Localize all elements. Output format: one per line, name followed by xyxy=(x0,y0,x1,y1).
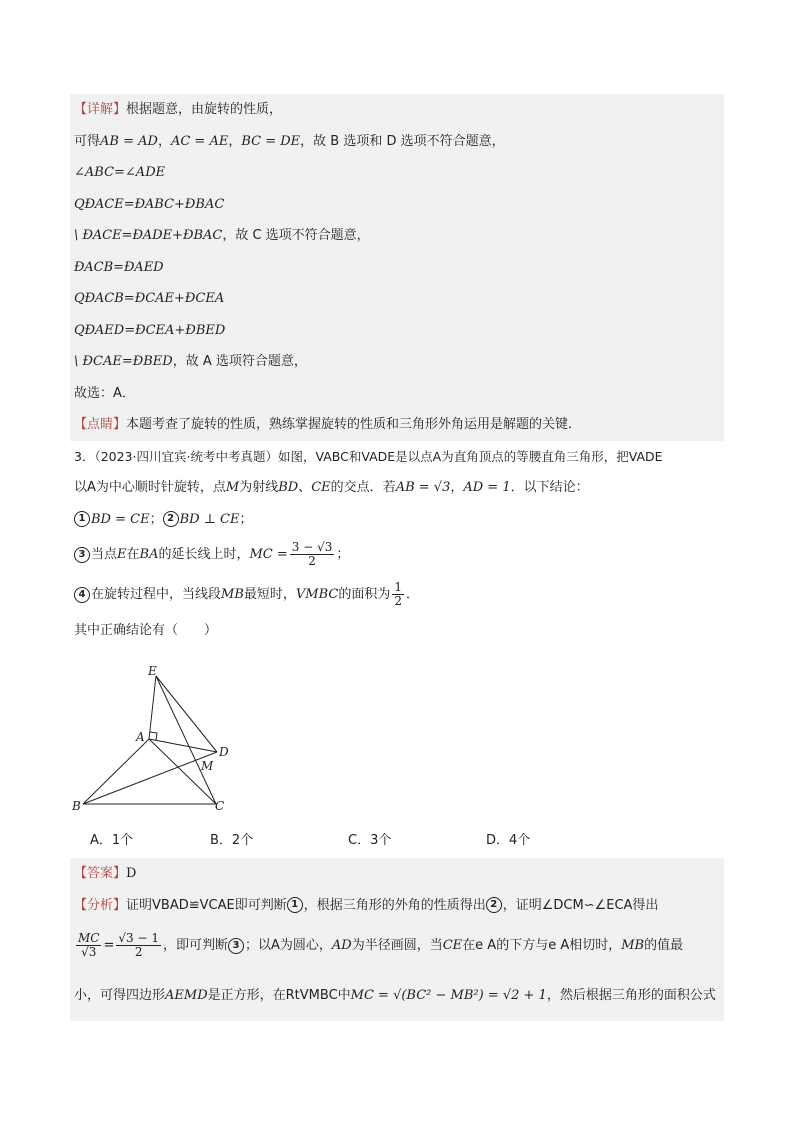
detail-intro: 根据题意，由旋转的性质， xyxy=(126,102,283,117)
a-l2-e: 的值最 xyxy=(644,938,684,953)
a-l3-b: 是正方形，在RtVMBC中 xyxy=(207,988,351,1003)
c3-mc: MC = xyxy=(249,547,288,562)
detail-line-7: QÐACB=ÐCAE+ÐCEA xyxy=(74,291,225,306)
a-l2-d: 在e A的下方与e A相切时， xyxy=(462,938,622,953)
question-line-1: 3．（2023·四川宜宾·统考中考真题）如图，VABC和VADE是以点A为直角顶点的等腰直角三角形，把VADE xyxy=(74,448,663,464)
detail-line-6: ÐACB=ÐAED xyxy=(74,259,164,275)
label-C: C xyxy=(215,799,225,813)
answer-tag: 【答案】 xyxy=(74,866,127,881)
a-eq: = xyxy=(103,938,115,953)
c4-text2: 最短时， xyxy=(243,587,296,602)
a-l3-aemd: AEMD xyxy=(165,988,208,1003)
line9-expr: \ ÐCAE=ÐBED xyxy=(74,354,173,369)
option-d[interactable]: D．4个 xyxy=(486,833,531,848)
a-l2-a: ，即可判断 xyxy=(162,938,228,953)
conclusion-3: 3 当点E在BA的延长线上时，MC = $\frac{3 - √3}{2}$ ； xyxy=(70,535,724,575)
detail-line-9 xyxy=(70,346,724,378)
analysis-line-2 xyxy=(70,921,724,971)
c4-frac-num: 1 xyxy=(394,579,403,594)
comment-tag: 【点睛】 xyxy=(74,417,127,432)
a-l2-b: ；以A为圆心， xyxy=(245,938,332,953)
q2-a: 以A为中心顺时针旋转，点 xyxy=(74,480,226,495)
q2-e: ， xyxy=(450,480,464,495)
answer-value: D xyxy=(126,866,137,881)
answer-analysis-block xyxy=(70,858,724,1021)
circle-4-display: 4 xyxy=(74,587,90,603)
q2-m: M xyxy=(225,480,240,495)
eq-bc-de: BC = DE xyxy=(241,133,301,149)
c3-mid2: 的延长线上时， xyxy=(158,547,250,562)
c3-fraction xyxy=(290,541,335,568)
q2-bd: BD xyxy=(278,480,299,495)
answer-options xyxy=(90,828,690,854)
detail-line-10: 故选：A． xyxy=(74,385,135,401)
analysis-line-1 xyxy=(70,890,724,922)
comment-text: 本题考查了旋转的性质，熟练掌握旋转的性质和三角形外角运用是解题的关键． xyxy=(126,417,582,432)
detail-line-4: QÐACE=ÐABC+ÐBAC xyxy=(74,196,225,212)
option-a[interactable]: A．1个 xyxy=(90,833,134,848)
solution-block xyxy=(70,94,724,647)
label-B: B xyxy=(72,799,81,813)
line2-suffix: ，故 B 选项和 D 选项不符合题意， xyxy=(300,133,505,149)
analysis-tag: 【分析】 xyxy=(74,897,127,913)
c4-fraction xyxy=(392,581,404,608)
answer-line xyxy=(70,858,724,890)
right-angle-mark xyxy=(150,732,157,740)
a-l2-ad: AD xyxy=(331,938,352,953)
a-frac1-num: MC xyxy=(78,930,100,945)
q2-d: 的交点．若 xyxy=(330,480,396,495)
label-M: M xyxy=(201,759,214,773)
line5-suffix: ，故 C 选项不符合题意， xyxy=(222,228,370,243)
a-l3-formula: MC = √(BC² − MB²) = √2 + 1 xyxy=(350,988,547,1003)
conclusion-2: BD ⊥ CE xyxy=(179,511,240,527)
c4-text: 在旋转过程中，当线段 xyxy=(91,587,222,602)
a-frac-1 xyxy=(76,932,101,959)
label-A: A xyxy=(136,730,145,744)
q2-ad: AD = 1 xyxy=(463,480,511,495)
a-l3-c: ，然后根据三角形的面积公式 xyxy=(546,988,716,1003)
q2-c: 、 xyxy=(298,480,312,495)
comment-line xyxy=(70,409,724,441)
solution-detail xyxy=(70,94,724,441)
a-l2-c: 为半径画圆，当 xyxy=(351,938,443,953)
q2-ce: CE xyxy=(311,480,331,495)
label-D: D xyxy=(219,745,229,759)
detail-line-1 xyxy=(70,94,724,126)
option-c[interactable]: C．3个 xyxy=(348,833,392,848)
conclusion-4: 4 在旋转过程中，当线段MB最短时，VMBC的面积为 $\frac{1}{2}$ ． xyxy=(70,575,724,615)
c3-frac-den: 2 xyxy=(308,554,316,568)
seg-AB xyxy=(83,739,149,804)
a-circle-1-display: 1 xyxy=(287,897,303,913)
analysis-l1-b: ，根据三角形的外角的性质得出 xyxy=(303,897,486,913)
line9-suffix: ，故 A 选项符合题意， xyxy=(172,354,307,369)
circle-2-display: 2 xyxy=(163,511,179,527)
circle-1-display: 1 xyxy=(74,511,90,527)
c4-text3: 的面积为 xyxy=(338,587,391,602)
seg-BD xyxy=(83,752,217,804)
detail-line-3: ∠ABC=∠ADE xyxy=(74,165,166,180)
label-E: E xyxy=(148,664,157,678)
c3-prefix: 当点 xyxy=(91,547,118,562)
c3-frac-num: 3 − √3 xyxy=(291,539,333,554)
conclusions-1-2: 1 BD = CE； 2 BD ⊥ CE； xyxy=(70,504,724,536)
a-l3-a: 小，可得四边形 xyxy=(74,988,166,1003)
a-circle-3-display: 3 xyxy=(228,938,244,954)
seg-AD xyxy=(149,739,217,752)
c4-mb: MB xyxy=(221,587,244,602)
answer-block xyxy=(70,858,724,1021)
c3-ba: BA xyxy=(139,547,159,562)
line2-prefix: 可得 xyxy=(74,133,101,149)
detail-line-2: 可得AB = AD，AC = AE，BC = DE，故 B 选项和 D 选项不符合题意， xyxy=(74,133,505,149)
detail-line-8: QÐAED=ÐCEA+ÐBED xyxy=(74,322,226,338)
a-frac1-den: √3 xyxy=(81,945,97,959)
a-l2-mb: MB xyxy=(621,938,645,953)
q2-b: 为射线 xyxy=(239,480,279,495)
conclusion-1: BD = CE xyxy=(91,511,150,527)
a-frac-2 xyxy=(116,932,161,959)
c3-e: E xyxy=(117,547,127,562)
detail-tag: 【详解】 xyxy=(74,102,127,117)
q2-ab: AB = √3 xyxy=(395,480,451,495)
a-frac2-den: 2 xyxy=(134,945,143,959)
line5-expr: \ ÐACE=ÐADE+ÐBAC xyxy=(74,228,223,243)
circle-3-display: 3 xyxy=(74,547,90,563)
q2-f: ．以下结论： xyxy=(510,480,589,495)
c4-frac-den: 2 xyxy=(394,594,403,608)
analysis-l1-a: 证明VBAD≌VCAE即可判断 xyxy=(126,897,287,913)
a-l2-ce: CE xyxy=(442,938,463,953)
analysis-line-3 xyxy=(70,971,724,1021)
a-frac2-num: √3 − 1 xyxy=(118,930,159,945)
detail-line-5 xyxy=(70,220,724,252)
seg-EA xyxy=(149,676,156,739)
c3-mid: 在 xyxy=(126,547,140,562)
c4-tri: VMBC xyxy=(295,587,339,602)
question-ask: 其中正确结论有（ ） xyxy=(74,623,218,638)
a-circle-2-display: 2 xyxy=(486,897,502,913)
analysis-l1-c: ，证明∠DCM∽∠ECA得出 xyxy=(502,897,659,913)
geometry-diagram xyxy=(70,660,240,820)
question-line-2 xyxy=(70,472,724,504)
option-b[interactable]: B．2个 xyxy=(210,833,254,848)
eq-ab-ad: AB = AD xyxy=(100,133,158,149)
eq-ac-ae: AC = AE xyxy=(170,133,229,149)
